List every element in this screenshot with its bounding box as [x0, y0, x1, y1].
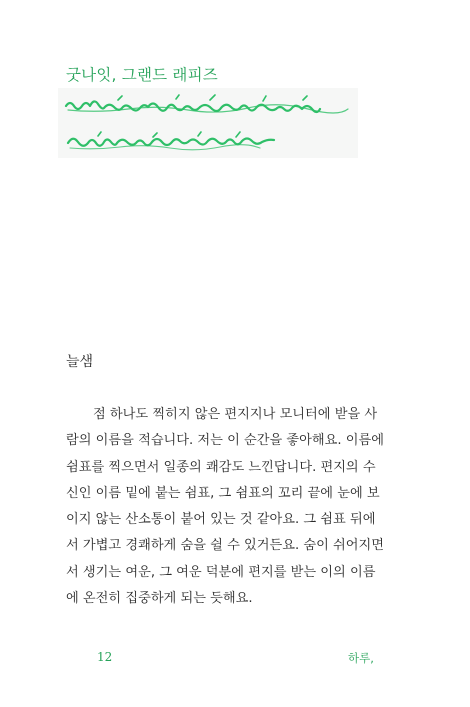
body-line: 신인 이름 밑에 붙는 쉼표, 그 쉼표의 꼬리 끝에 눈에 보 [66, 485, 380, 501]
body-line: 서 생기는 여운, 그 여운 덕분에 편지를 받는 이의 이름 [66, 564, 376, 580]
body-line: 이지 않는 산소통이 붙어 있는 것 같아요. 그 쉼표 뒤에 [66, 512, 376, 528]
handwriting-scribble [58, 88, 358, 158]
poem-title: 굿나잇, 그랜드 래피즈 [66, 66, 218, 84]
body-line: 쉼표를 찍으면서 일종의 쾌감도 느낀답니다. 편지의 수 [66, 459, 376, 475]
running-title: 하루, [348, 651, 374, 665]
author-name: 늘샘 [66, 354, 94, 370]
body-line: 람의 이름을 적습니다. 저는 이 순간을 좋아해요. 이름에 [66, 433, 384, 449]
body-paragraph [66, 402, 406, 612]
body-line: 에 온전히 집중하게 되는 듯해요. [66, 591, 253, 607]
page-number: 12 [97, 650, 113, 664]
handwritten-title-image [58, 88, 358, 158]
body-line: 점 하나도 찍히지 않은 편지지나 모니터에 받을 사 [93, 407, 378, 422]
body-line: 서 가볍고 경쾌하게 숨을 쉴 수 있거든요. 숨이 쉬어지면 [66, 538, 384, 554]
